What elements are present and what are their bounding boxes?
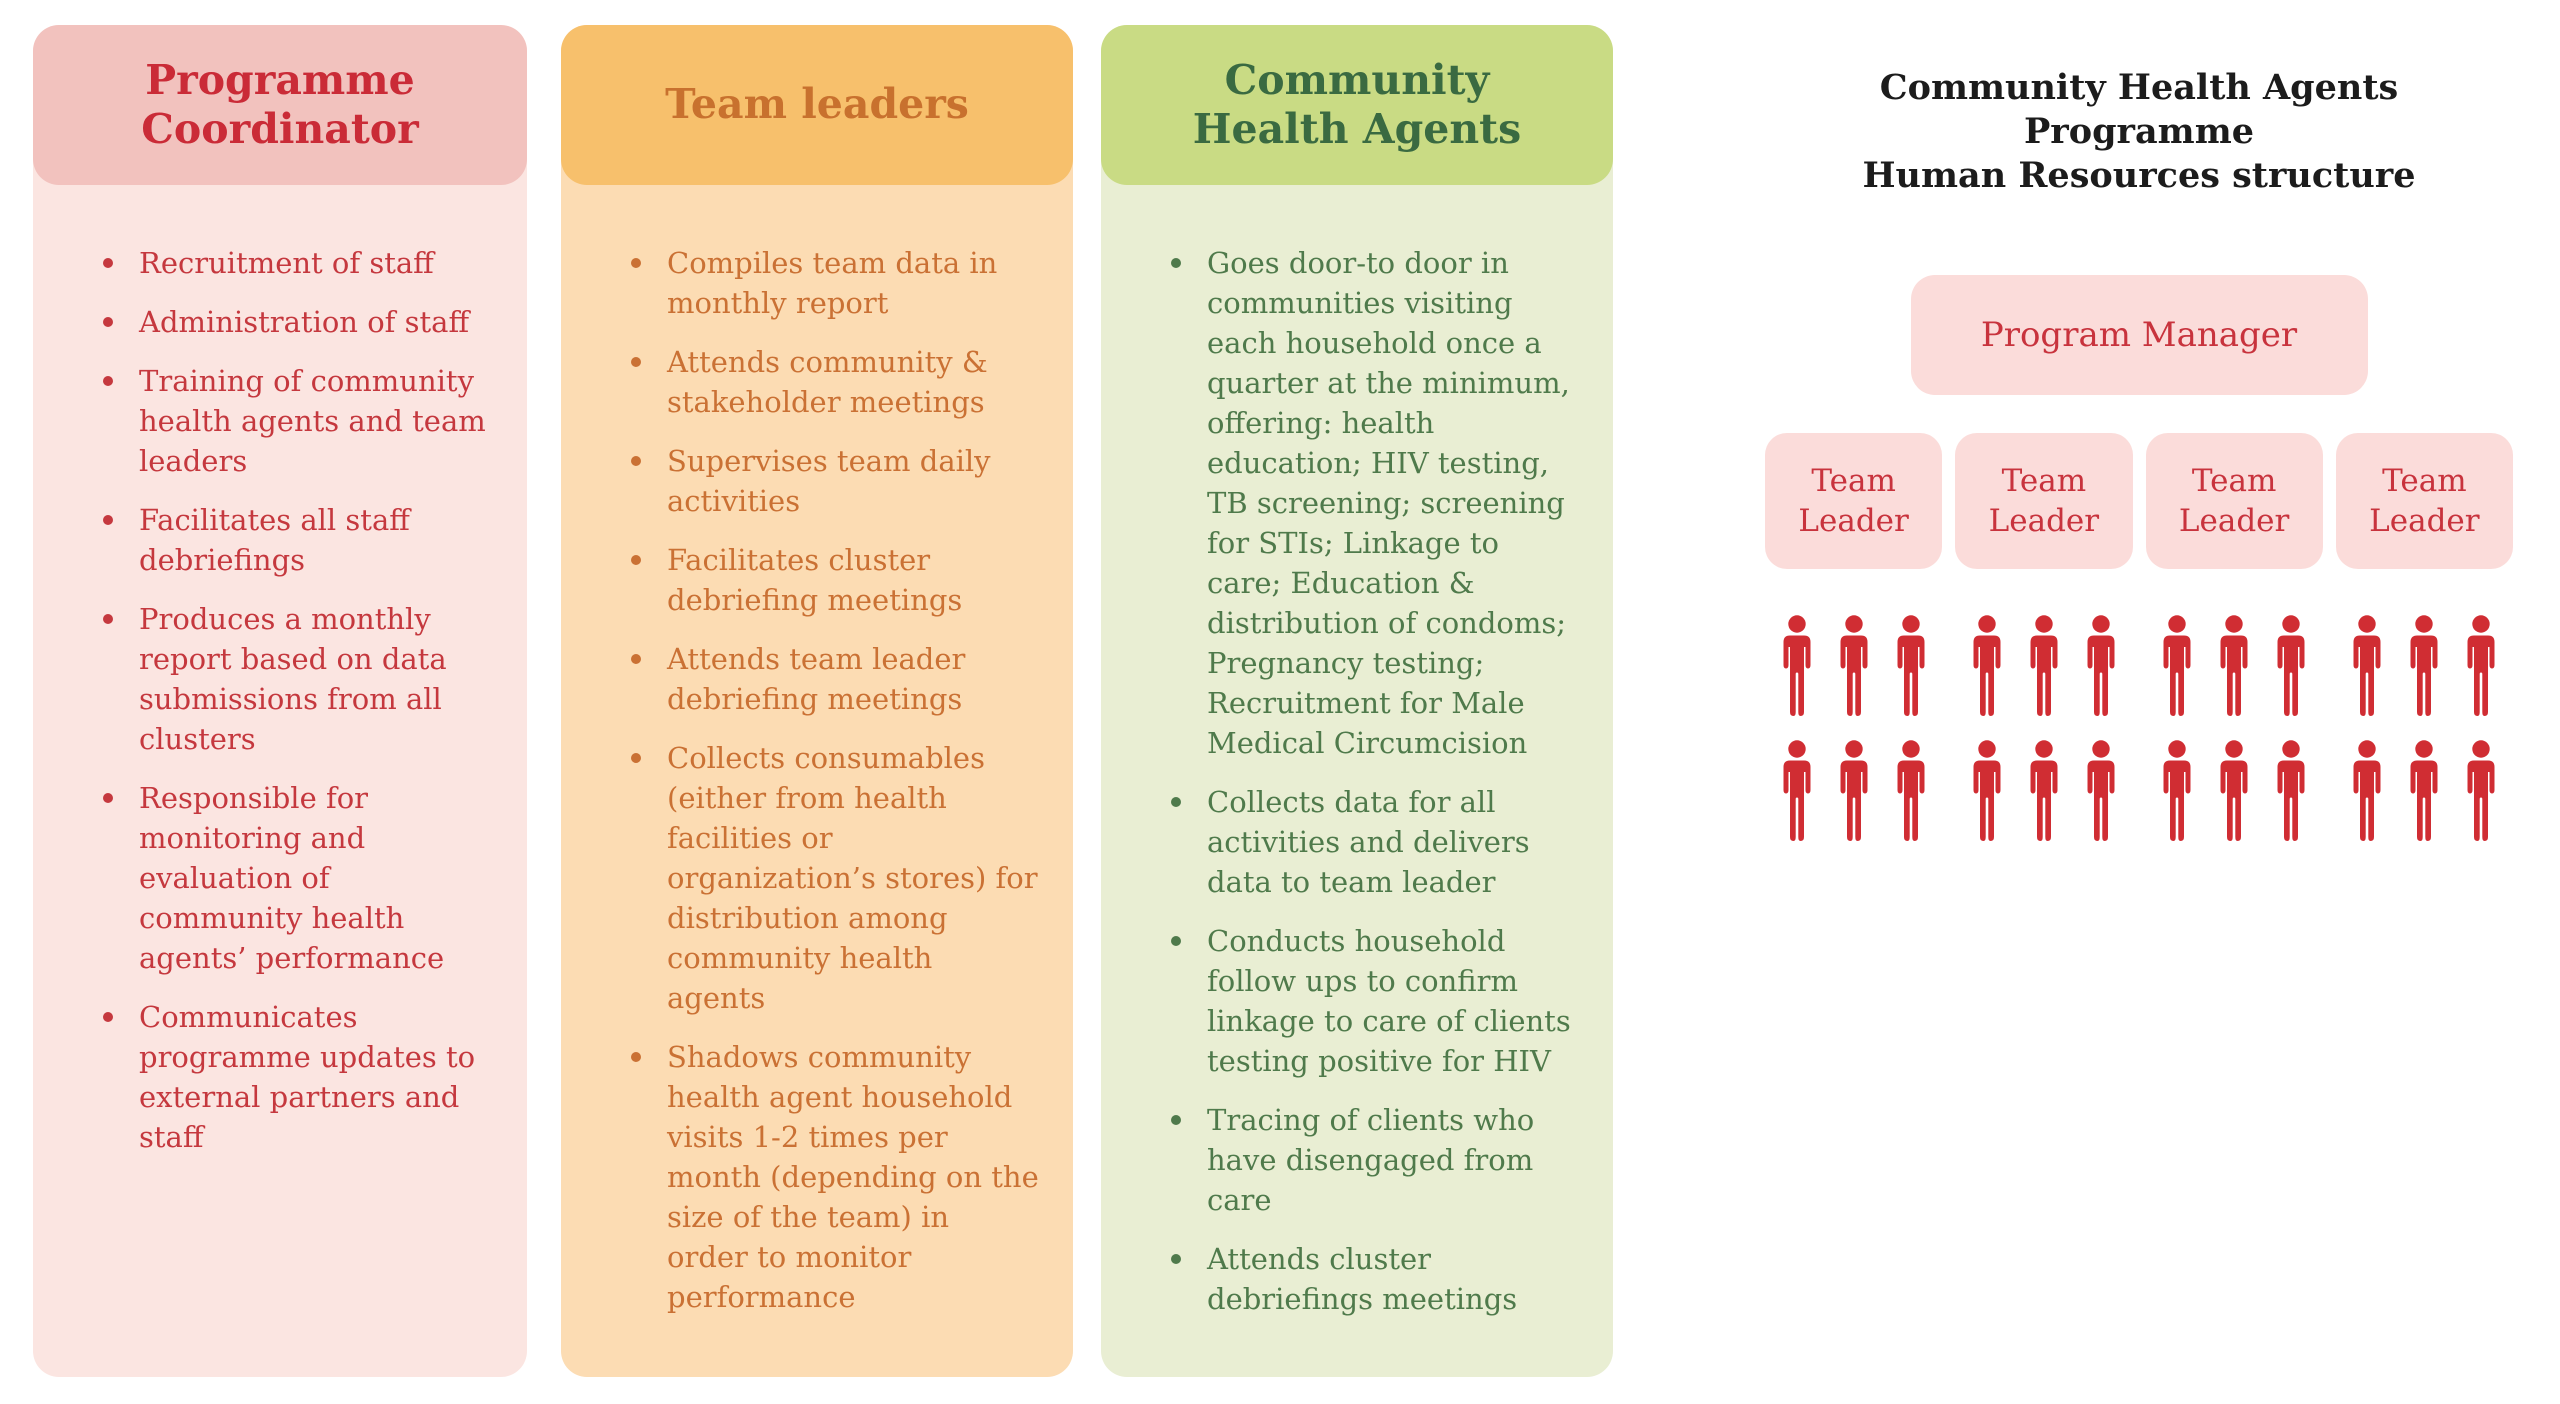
person-icon: [2348, 615, 2386, 719]
column-programme-coordinator: [33, 25, 527, 1377]
person-icon: [1892, 740, 1930, 844]
bullet-item: Attends cluster debriefings meetings: [1207, 1239, 1579, 1319]
agent-icon-row: [2158, 615, 2310, 719]
team-leader-box: Team Leader: [2336, 433, 2513, 569]
agent-icon-row: [2158, 740, 2310, 844]
bullet-item: Administration of staff: [139, 302, 493, 342]
person-icon: [2272, 615, 2310, 719]
person-icon: [2082, 740, 2120, 844]
person-icon: [2348, 740, 2386, 844]
agent-team-group: [1955, 615, 2132, 844]
agent-icon-row: [1968, 740, 2120, 844]
person-icon: [1968, 740, 2006, 844]
column-header-community-health-agents: Community Health Agents: [1101, 25, 1613, 185]
person-icon: [1892, 615, 1930, 719]
person-icon: [2405, 615, 2443, 719]
programme-coordinator-duties-list: [33, 185, 527, 1377]
team-leaders-duties-list: [561, 185, 1073, 1377]
agent-icon-row: [1968, 615, 2120, 719]
team-leader-box: Team Leader: [1765, 433, 1942, 569]
team-leader-box: Team Leader: [1955, 433, 2132, 569]
agent-icon-row: [2348, 740, 2500, 844]
bullet-item: Compiles team data in monthly report: [667, 243, 1039, 323]
bullet-item: Facilitates all staff debriefings: [139, 500, 493, 580]
person-icon: [2272, 740, 2310, 844]
column-community-health-agents: [1101, 25, 1613, 1377]
person-icon: [1835, 615, 1873, 719]
column-team-leaders: [561, 25, 1073, 1377]
community-health-agents-duties-list: [1101, 185, 1613, 1377]
person-icon: [1835, 740, 1873, 844]
person-icon: [2405, 740, 2443, 844]
chart-title: [1765, 66, 2513, 198]
bullet-item: Attends community & stakeholder meetings: [667, 342, 1039, 422]
person-icon: [2025, 740, 2063, 844]
column-header-team-leaders: Team leaders: [561, 25, 1073, 185]
agent-team-group: [2336, 615, 2513, 844]
agent-icon-row: [1778, 740, 1930, 844]
bullet-item: Shadows community health agent household visits 1-2 times per month (depending on the size of the team) in order to monitor performance: [667, 1037, 1039, 1317]
person-icon: [1778, 615, 1816, 719]
person-icon: [1778, 740, 1816, 844]
bullet-item: Collects data for all activities and delivers data to team leader: [1207, 782, 1579, 902]
person-icon: [2215, 740, 2253, 844]
person-icon: [2462, 740, 2500, 844]
bullet-item: Communicates programme updates to external partners and staff: [139, 997, 493, 1157]
person-icon: [2082, 615, 2120, 719]
bullet-item: Produces a monthly report based on data submissions from all clusters: [139, 599, 493, 759]
bullet-item: Responsible for monitoring and evaluation of community health agents’ performance: [139, 778, 493, 978]
column-header-programme-coordinator: Programme Coordinator: [33, 25, 527, 185]
bullet-item: Tracing of clients who have disengaged from care: [1207, 1100, 1579, 1220]
team-leader-row: [1765, 433, 2513, 569]
bullet-item: Facilitates cluster debriefing meetings: [667, 540, 1039, 620]
person-icon: [2158, 615, 2196, 719]
bullet-item: Conducts household follow ups to confirm linkage to care of clients testing positive for HIV: [1207, 921, 1579, 1081]
chart-title-line1: Community Health Agents Programme: [1879, 67, 2399, 152]
agent-team-group: [1765, 615, 1942, 844]
person-icon: [2462, 615, 2500, 719]
agent-team-group: [2146, 615, 2323, 844]
bullet-item: Goes door-to door in communities visiting each household once a quarter at the minimum, offering: health education; HIV testing, TB screening; screening for STIs; Linkage to care; Education & distribution of condoms; Pregnancy testing; Recruitment for Male Medical Circumcision: [1207, 243, 1579, 763]
bullet-item: Attends team leader debriefing meetings: [667, 639, 1039, 719]
bullet-item: Recruitment of staff: [139, 243, 493, 283]
bullet-item: Training of community health agents and team leaders: [139, 361, 493, 481]
team-leader-box: Team Leader: [2146, 433, 2323, 569]
person-icon: [2215, 615, 2253, 719]
program-manager-box: Program Manager: [1911, 275, 2368, 395]
person-icon: [1968, 615, 2006, 719]
agent-icon-row: [1778, 615, 1930, 719]
bullet-item: Supervises team daily activities: [667, 441, 1039, 521]
hr-structure-chart: [1765, 66, 2513, 844]
person-icon: [2025, 615, 2063, 719]
agent-icon-row: [2348, 615, 2500, 719]
agent-teams-row: [1765, 615, 2513, 844]
chart-title-line2: Human Resources structure: [1862, 155, 2416, 196]
bullet-item: Collects consumables (either from health facilities or organization’s stores) for distribution among community health agents: [667, 738, 1039, 1018]
person-icon: [2158, 740, 2196, 844]
